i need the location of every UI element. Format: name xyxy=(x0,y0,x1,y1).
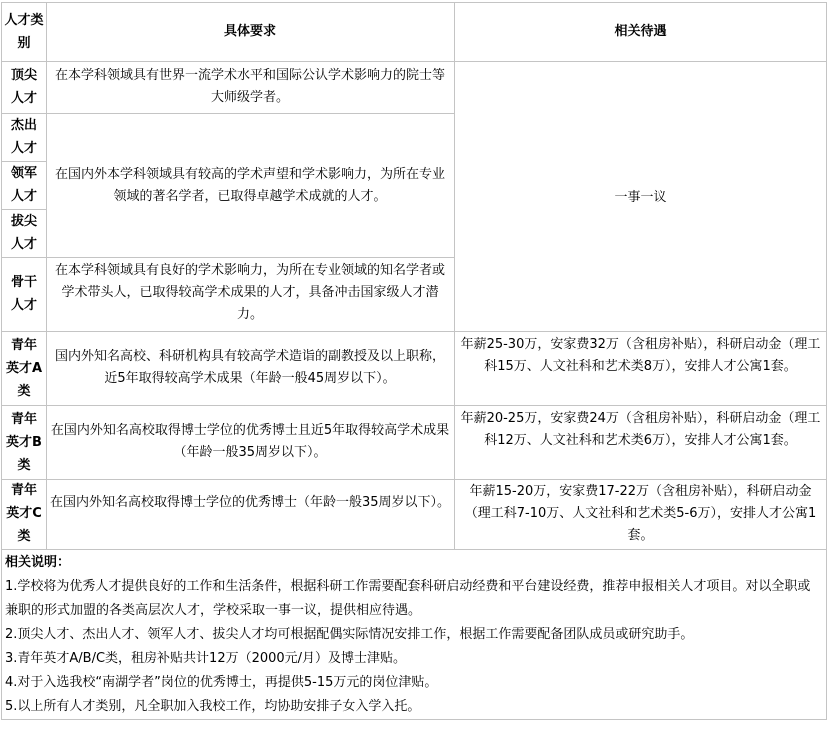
requirement-young-talent-c: 在国内外知名高校取得博士学位的优秀博士（年龄一般35周岁以下）。 xyxy=(49,495,451,510)
requirement-backbone-talent: 在本学科领域具有良好的学术影响力，为所在专业领域的知名学者或学术带头人，已取得较高学术成果的人才，具备冲击国家级人才潜力。 xyxy=(54,263,445,322)
note-item-5: 5.以上所有人才类别，凡全职加入我校工作，均协助安排子女入学入托。 xyxy=(5,699,421,714)
category-young-talent-b: 青年 英才B 类 xyxy=(6,412,42,473)
benefit-young-talent-a: 年薪25-30万，安家费32万（含租房补贴），科研启动金（理工科15万、人文社科和艺术类8万），安排人才公寓1套。 xyxy=(460,337,821,374)
notes-section xyxy=(5,551,823,719)
note-item-3: 3.青年英才A/B/C类，租房补贴共计12万（2000元/月）及博士津贴。 xyxy=(5,651,407,666)
header-benefits: 相关待遇 xyxy=(614,24,667,39)
category-leading-talent: 领军 人才 xyxy=(10,166,37,204)
category-top-notch-talent: 拔尖 人才 xyxy=(10,214,37,252)
note-item-4: 4.对于入选我校“南湖学者”岗位的优秀博士，再提供5-15万元的岗位津贴。 xyxy=(5,675,438,690)
benefit-young-talent-c: 年薪15-20万，安家费17-22万（含租房补贴），科研启动金（理工科7-10万、人文社科和艺术类5-6万），安排人才公寓1套。 xyxy=(464,484,817,543)
header-category: 人才类别 xyxy=(4,13,44,51)
benefit-young-talent-b: 年薪20-25万，安家费24万（含租房补贴），科研启动金（理工科12万、人文社科和艺术类6万），安排人才公寓1套。 xyxy=(460,411,821,448)
category-top-talent: 顶尖 人才 xyxy=(10,68,37,106)
category-backbone-talent: 骨干 人才 xyxy=(10,275,37,313)
talent-table xyxy=(1,2,827,720)
category-young-talent-a: 青年 英才A 类 xyxy=(5,338,43,399)
benefit-case-by-case: 一事一议 xyxy=(614,190,667,205)
note-item-2: 2.顶尖人才、杰出人才、领军人才、拔尖人才均可根据配偶实际情况安排工作，根据工作需要配备团队成员或研究助手。 xyxy=(5,627,694,642)
note-item-1: 1.学校将为优秀人才提供良好的工作和生活条件，根据科研工作需要配套科研启动经费和平台建设经费，推荐申报相关人才项目。对以全职或兼职的形式加盟的各类高层次人才，学校采取一事一议，提供相应待遇。 xyxy=(5,579,811,618)
requirement-young-talent-a: 国内外知名高校、科研机构具有较高学术造诣的副教授及以上职称，近5年取得较高学术成果（年龄一般45周岁以下）。 xyxy=(54,349,445,386)
category-young-talent-c: 青年 英才C 类 xyxy=(6,483,42,544)
requirement-leading-talent: 在国内外本学科领域具有较高的学术声望和学术影响力，为所在专业领域的著名学者，已取得卓越学术成就的人才。 xyxy=(54,167,445,204)
notes-title: 相关说明： xyxy=(5,555,71,570)
header-requirements: 具体要求 xyxy=(223,24,276,39)
category-outstanding-talent: 杰出 人才 xyxy=(10,118,37,156)
requirement-top-talent: 在本学科领域具有世界一流学术水平和国际公认学术影响力的院士等大师级学者。 xyxy=(54,68,445,105)
requirement-young-talent-b: 在国内外知名高校取得博士学位的优秀博士且近5年取得较高学术成果（年龄一般35周岁以下）。 xyxy=(50,423,450,460)
